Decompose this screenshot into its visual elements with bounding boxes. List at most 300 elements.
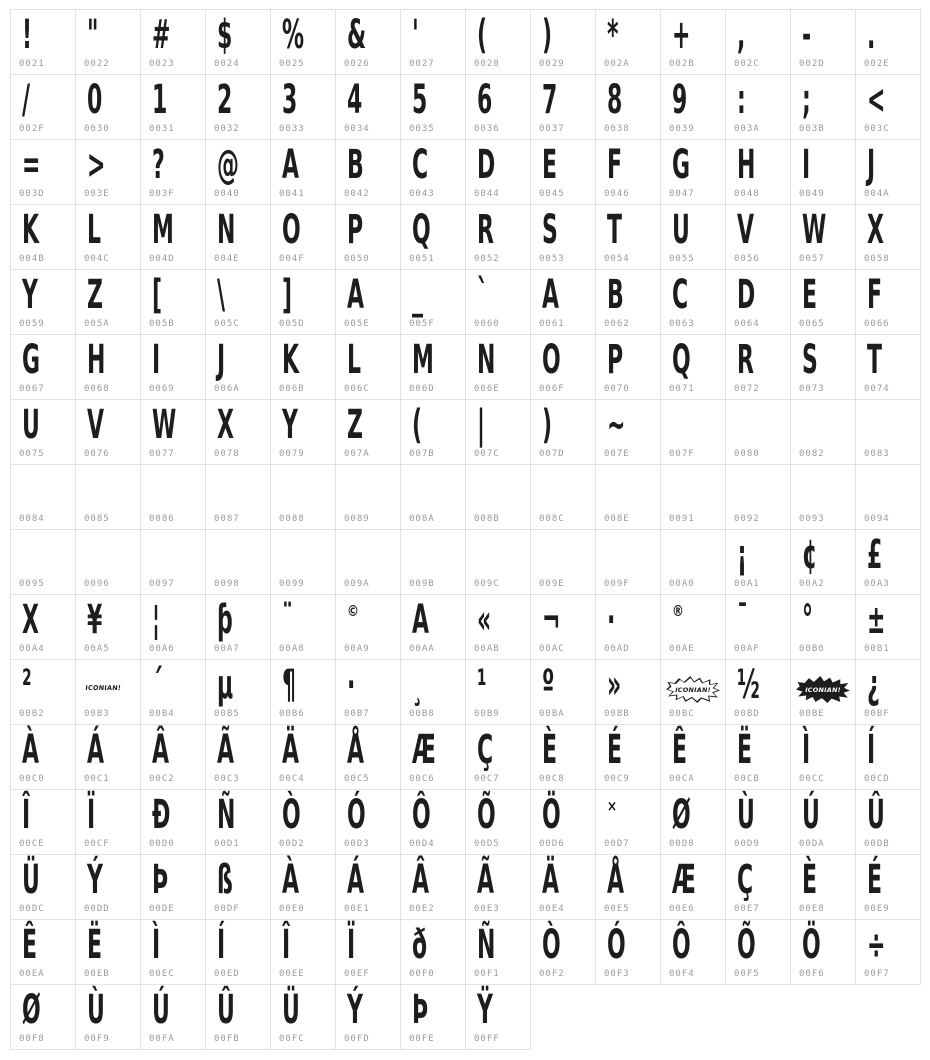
glyph: »: [607, 662, 622, 708]
glyph-cell[interactable]: [791, 790, 856, 855]
glyph-cell[interactable]: [791, 855, 856, 920]
glyph: M: [152, 207, 174, 253]
glyph-cell[interactable]: [661, 335, 726, 400]
codepoint-label: 0078: [214, 449, 240, 459]
codepoint-label: 00CA: [669, 774, 695, 784]
glyph-cell[interactable]: [206, 270, 271, 335]
glyph-cell[interactable]: [531, 855, 596, 920]
glyph-cell[interactable]: [856, 530, 921, 595]
glyph-cell[interactable]: [401, 790, 466, 855]
glyph-cell[interactable]: [531, 920, 596, 985]
glyph-cell[interactable]: [206, 465, 271, 530]
glyph-cell[interactable]: [141, 920, 206, 985]
glyph-cell[interactable]: [661, 465, 726, 530]
glyph: C: [672, 272, 689, 318]
glyph-cell[interactable]: [856, 10, 921, 75]
codepoint-label: 0085: [84, 514, 110, 524]
glyph: Ï: [347, 922, 356, 968]
glyph-cell[interactable]: [791, 400, 856, 465]
glyph-cell[interactable]: [661, 725, 726, 790]
glyph-cell[interactable]: [76, 335, 141, 400]
glyph-cell[interactable]: [141, 530, 206, 595]
codepoint-label: 0044: [474, 189, 500, 199]
glyph-cell[interactable]: [596, 660, 661, 725]
codepoint-label: 009E: [539, 579, 565, 589]
glyph-cell[interactable]: [596, 140, 661, 205]
codepoint-label: 003E: [84, 189, 110, 199]
codepoint-label: 00FF: [474, 1034, 500, 1044]
glyph-cell[interactable]: [726, 790, 791, 855]
glyph-cell[interactable]: [336, 595, 401, 660]
glyph: ¯: [737, 597, 748, 643]
glyph-cell[interactable]: [271, 725, 336, 790]
glyph-cell[interactable]: [791, 335, 856, 400]
glyph-cell[interactable]: [206, 920, 271, 985]
glyph-cell[interactable]: [141, 10, 206, 75]
glyph-cell[interactable]: [271, 465, 336, 530]
codepoint-label: 0073: [799, 384, 825, 394]
glyph-cell[interactable]: [141, 335, 206, 400]
glyph-cell[interactable]: [531, 270, 596, 335]
glyph-cell[interactable]: [856, 660, 921, 725]
glyph-cell[interactable]: [271, 595, 336, 660]
glyph-cell[interactable]: [141, 270, 206, 335]
codepoint-label: 00E3: [474, 904, 500, 914]
glyph: 0: [87, 77, 103, 123]
glyph-cell[interactable]: [11, 75, 76, 140]
glyph-cell[interactable]: [856, 790, 921, 855]
codepoint-label: 00EE: [279, 969, 305, 979]
glyph-cell[interactable]: [141, 400, 206, 465]
glyph-cell[interactable]: [206, 855, 271, 920]
glyph-cell[interactable]: [531, 10, 596, 75]
codepoint-label: 0080: [734, 449, 760, 459]
glyph-cell[interactable]: [76, 205, 141, 270]
glyph-cell[interactable]: [726, 400, 791, 465]
glyph-cell[interactable]: [661, 205, 726, 270]
codepoint-label: 003F: [149, 189, 175, 199]
glyph: Æ: [412, 727, 436, 773]
glyph-cell[interactable]: [466, 140, 531, 205]
glyph-cell[interactable]: [466, 270, 531, 335]
glyph: Ä: [282, 727, 300, 773]
glyph-cell[interactable]: [206, 400, 271, 465]
glyph-cell[interactable]: [791, 270, 856, 335]
glyph-cell[interactable]: [791, 530, 856, 595]
glyph-cell[interactable]: [76, 985, 141, 1050]
glyph-cell[interactable]: [856, 725, 921, 790]
glyph: «: [477, 597, 492, 643]
glyph-cell[interactable]: [726, 595, 791, 660]
glyph: Ø: [22, 987, 41, 1033]
glyph-cell[interactable]: [531, 400, 596, 465]
glyph-cell[interactable]: [271, 205, 336, 270]
glyph-cell[interactable]: [401, 400, 466, 465]
glyph-cell[interactable]: [661, 140, 726, 205]
glyph-cell[interactable]: [596, 10, 661, 75]
glyph-cell[interactable]: [661, 530, 726, 595]
glyph: Ñ: [477, 922, 496, 968]
glyph-cell[interactable]: [466, 335, 531, 400]
glyph-cell[interactable]: [206, 205, 271, 270]
glyph: Ý: [87, 857, 103, 903]
glyph-cell[interactable]: [531, 75, 596, 140]
glyph-cell[interactable]: [856, 205, 921, 270]
glyph-cell[interactable]: [726, 660, 791, 725]
glyph-cell[interactable]: [466, 465, 531, 530]
glyph-cell[interactable]: [336, 855, 401, 920]
glyph: È: [802, 857, 818, 903]
glyph-cell[interactable]: [791, 140, 856, 205]
glyph-cell[interactable]: [466, 10, 531, 75]
glyph-cell[interactable]: [401, 660, 466, 725]
glyph-cell[interactable]: [11, 400, 76, 465]
glyph-cell[interactable]: [76, 920, 141, 985]
glyph-cell[interactable]: [336, 335, 401, 400]
glyph-cell[interactable]: [11, 790, 76, 855]
glyph-cell[interactable]: [206, 335, 271, 400]
glyph-cell[interactable]: [401, 595, 466, 660]
glyph: Î: [22, 792, 31, 838]
burst-label: ICONIAN!: [675, 685, 711, 694]
glyph-cell[interactable]: [141, 725, 206, 790]
glyph-cell[interactable]: [76, 465, 141, 530]
codepoint-label: 00F9: [84, 1034, 110, 1044]
glyph-cell[interactable]: [11, 920, 76, 985]
glyph-cell[interactable]: [856, 595, 921, 660]
codepoint-label: 0055: [669, 254, 695, 264]
glyph-cell[interactable]: [791, 725, 856, 790]
glyph: ]: [282, 272, 293, 318]
glyph-cell[interactable]: [206, 530, 271, 595]
codepoint-label: 004B: [19, 254, 45, 264]
glyph: (: [412, 402, 423, 448]
glyph: $: [217, 12, 233, 58]
glyph-cell[interactable]: [856, 335, 921, 400]
glyph-cell[interactable]: [11, 985, 76, 1050]
glyph-cell[interactable]: [336, 75, 401, 140]
glyph-cell[interactable]: [531, 660, 596, 725]
glyph-cell[interactable]: [596, 595, 661, 660]
glyph-cell[interactable]: [856, 75, 921, 140]
glyph-cell[interactable]: [11, 595, 76, 660]
glyph: B: [607, 272, 624, 318]
glyph-cell[interactable]: [596, 530, 661, 595]
glyph-cell[interactable]: [661, 400, 726, 465]
glyph-cell[interactable]: [271, 855, 336, 920]
glyph-cell[interactable]: [531, 725, 596, 790]
glyph-cell[interactable]: [726, 335, 791, 400]
glyph-cell[interactable]: [206, 10, 271, 75]
glyph-cell[interactable]: [661, 595, 726, 660]
glyph-cell[interactable]: [401, 75, 466, 140]
glyph-cell[interactable]: [726, 140, 791, 205]
glyph: S: [802, 337, 818, 383]
glyph-cell[interactable]: [466, 985, 531, 1050]
glyph-cell[interactable]: [856, 400, 921, 465]
codepoint-label: 00A8: [279, 644, 305, 654]
glyph-cell[interactable]: [401, 465, 466, 530]
glyph-cell[interactable]: [726, 465, 791, 530]
glyph-cell[interactable]: [76, 790, 141, 855]
codepoint-label: 0039: [669, 124, 695, 134]
glyph-cell[interactable]: [11, 530, 76, 595]
glyph-cell[interactable]: [11, 205, 76, 270]
glyph-cell[interactable]: [466, 205, 531, 270]
glyph-cell[interactable]: [206, 140, 271, 205]
codepoint-label: 00B2: [19, 709, 45, 719]
codepoint-label: 00E0: [279, 904, 305, 914]
codepoint-label: 0066: [864, 319, 890, 329]
glyph-cell[interactable]: [76, 855, 141, 920]
glyph-cell[interactable]: [336, 10, 401, 75]
glyph-cell[interactable]: [141, 985, 206, 1050]
glyph-cell[interactable]: [466, 790, 531, 855]
glyph-cell[interactable]: [791, 10, 856, 75]
glyph-cell[interactable]: [141, 595, 206, 660]
glyph-cell[interactable]: [11, 335, 76, 400]
glyph: Ç: [477, 727, 494, 773]
glyph-cell[interactable]: [11, 465, 76, 530]
glyph-cell[interactable]: [466, 660, 531, 725]
glyph-cell[interactable]: [11, 855, 76, 920]
glyph-cell[interactable]: [401, 140, 466, 205]
glyph-cell[interactable]: [401, 985, 466, 1050]
glyph: .: [867, 12, 876, 58]
glyph-cell[interactable]: [401, 270, 466, 335]
glyph-cell[interactable]: [856, 270, 921, 335]
glyph-cell[interactable]: [271, 790, 336, 855]
glyph-cell[interactable]: [336, 790, 401, 855]
glyph-cell[interactable]: [336, 140, 401, 205]
glyph-cell[interactable]: [791, 75, 856, 140]
glyph: ÷: [867, 922, 886, 968]
glyph-cell[interactable]: [466, 75, 531, 140]
codepoint-label: 00D7: [604, 839, 630, 849]
glyph: Ê: [22, 922, 38, 968]
glyph-cell[interactable]: [531, 335, 596, 400]
glyph-cell[interactable]: [726, 530, 791, 595]
glyph-cell[interactable]: [661, 920, 726, 985]
glyph: Õ: [477, 792, 496, 838]
glyph-cell[interactable]: [11, 725, 76, 790]
glyph-cell[interactable]: [271, 75, 336, 140]
glyph-cell[interactable]: [596, 920, 661, 985]
glyph-cell[interactable]: [336, 205, 401, 270]
glyph-cell[interactable]: [466, 595, 531, 660]
glyph-cell[interactable]: [856, 855, 921, 920]
glyph-cell[interactable]: [76, 140, 141, 205]
glyph: G: [672, 142, 691, 188]
glyph-cell[interactable]: [596, 725, 661, 790]
glyph-cell[interactable]: [76, 400, 141, 465]
glyph-cell[interactable]: [466, 920, 531, 985]
glyph-cell[interactable]: [271, 920, 336, 985]
glyph: ¨: [282, 597, 293, 643]
glyph-cell[interactable]: [336, 465, 401, 530]
glyph-cell[interactable]: [76, 10, 141, 75]
glyph-cell[interactable]: [141, 205, 206, 270]
glyph-cell[interactable]: [401, 530, 466, 595]
glyph-cell[interactable]: [531, 465, 596, 530]
glyph-cell[interactable]: [76, 75, 141, 140]
glyph-cell[interactable]: [531, 790, 596, 855]
glyph-cell[interactable]: [596, 75, 661, 140]
glyph-cell[interactable]: [336, 270, 401, 335]
glyph-cell[interactable]: [596, 855, 661, 920]
codepoint-label: 00D8: [669, 839, 695, 849]
glyph: =: [22, 142, 41, 188]
glyph-cell[interactable]: [206, 595, 271, 660]
codepoint-label: 009F: [604, 579, 630, 589]
glyph-cell[interactable]: [336, 660, 401, 725]
glyph-cell[interactable]: [466, 530, 531, 595]
glyph-cell[interactable]: [531, 595, 596, 660]
glyph-cell[interactable]: [596, 400, 661, 465]
glyph-cell[interactable]: [661, 790, 726, 855]
glyph-cell[interactable]: [661, 75, 726, 140]
glyph-cell[interactable]: [141, 790, 206, 855]
glyph-cell[interactable]: [271, 985, 336, 1050]
glyph: F: [867, 272, 883, 318]
glyph-cell[interactable]: [401, 725, 466, 790]
glyph-cell[interactable]: [336, 530, 401, 595]
glyph-cell[interactable]: [271, 10, 336, 75]
glyph-cell[interactable]: [141, 855, 206, 920]
glyph-cell[interactable]: [661, 270, 726, 335]
codepoint-label: 0075: [19, 449, 45, 459]
glyph-cell[interactable]: [141, 465, 206, 530]
glyph: *: [607, 12, 619, 58]
glyph-cell[interactable]: [661, 855, 726, 920]
glyph-cell[interactable]: [856, 465, 921, 530]
glyph-cell[interactable]: [466, 725, 531, 790]
codepoint-label: 0058: [864, 254, 890, 264]
glyph: Z: [87, 272, 103, 318]
glyph-cell[interactable]: [271, 270, 336, 335]
glyph-cell[interactable]: [401, 855, 466, 920]
glyph-cell[interactable]: [661, 660, 726, 725]
codepoint-label: 00EA: [19, 969, 45, 979]
glyph-cell[interactable]: [401, 920, 466, 985]
glyph: Á: [87, 727, 105, 773]
glyph-cell[interactable]: [76, 530, 141, 595]
glyph-cell[interactable]: [336, 400, 401, 465]
glyph: À: [22, 727, 40, 773]
glyph-cell[interactable]: [726, 855, 791, 920]
glyph-cell[interactable]: [661, 10, 726, 75]
glyph-cell[interactable]: [791, 205, 856, 270]
glyph-cell[interactable]: [271, 400, 336, 465]
glyph-cell[interactable]: [401, 335, 466, 400]
glyph: ×: [607, 797, 618, 815]
codepoint-label: 0086: [149, 514, 175, 524]
glyph-cell[interactable]: [596, 205, 661, 270]
glyph-cell[interactable]: [726, 920, 791, 985]
codepoint-label: 004E: [214, 254, 240, 264]
glyph-cell[interactable]: [206, 725, 271, 790]
codepoint-label: 00C9: [604, 774, 630, 784]
glyph-cell[interactable]: [856, 920, 921, 985]
glyph-cell[interactable]: [206, 660, 271, 725]
codepoint-label: 002E: [864, 59, 890, 69]
glyph-cell[interactable]: [726, 270, 791, 335]
glyph-cell[interactable]: [206, 75, 271, 140]
codepoint-label: 0036: [474, 124, 500, 134]
glyph-cell[interactable]: [466, 855, 531, 920]
glyph-cell[interactable]: [531, 530, 596, 595]
glyph-cell[interactable]: [856, 140, 921, 205]
codepoint-label: 00FD: [344, 1034, 370, 1044]
codepoint-label: 00AA: [409, 644, 435, 654]
glyph-cell[interactable]: [596, 270, 661, 335]
glyph: Ô: [672, 922, 691, 968]
glyph-cell[interactable]: [206, 790, 271, 855]
glyph-cell[interactable]: [531, 140, 596, 205]
glyph: 1: [152, 77, 168, 123]
glyph-cell[interactable]: [271, 335, 336, 400]
glyph-cell[interactable]: [336, 985, 401, 1050]
glyph-cell[interactable]: [11, 10, 76, 75]
glyph: Ô: [412, 792, 431, 838]
glyph: ¥: [87, 597, 103, 643]
glyph-cell[interactable]: [11, 140, 76, 205]
glyph-cell[interactable]: [141, 140, 206, 205]
glyph-cell[interactable]: [401, 10, 466, 75]
glyph-cell[interactable]: [271, 530, 336, 595]
codepoint-label: 0032: [214, 124, 240, 134]
glyph-cell[interactable]: [401, 205, 466, 270]
codepoint-label: 00BF: [864, 709, 890, 719]
glyph-cell[interactable]: [11, 660, 76, 725]
glyph-cell[interactable]: [726, 75, 791, 140]
glyph-cell[interactable]: [76, 660, 141, 725]
glyph-cell[interactable]: [791, 465, 856, 530]
glyph-cell[interactable]: [596, 465, 661, 530]
glyph-cell[interactable]: [76, 595, 141, 660]
glyph: Õ: [737, 922, 756, 968]
iconian-burst-icon: [666, 676, 720, 703]
codepoint-label: 008B: [474, 514, 500, 524]
glyph-cell[interactable]: [76, 270, 141, 335]
glyph-cell[interactable]: [271, 660, 336, 725]
glyph-cell[interactable]: [726, 10, 791, 75]
glyph-cell[interactable]: [336, 725, 401, 790]
codepoint-label: 005A: [84, 319, 110, 329]
glyph-cell[interactable]: [596, 335, 661, 400]
glyph-cell[interactable]: [11, 270, 76, 335]
glyph-cell[interactable]: [141, 75, 206, 140]
glyph-cell[interactable]: [466, 400, 531, 465]
glyph-cell[interactable]: [141, 660, 206, 725]
glyph-cell[interactable]: [531, 205, 596, 270]
glyph-cell[interactable]: [596, 790, 661, 855]
glyph: Ë: [737, 727, 753, 773]
glyph: K: [282, 337, 300, 383]
codepoint-label: 0089: [344, 514, 370, 524]
glyph: ß: [217, 857, 233, 903]
glyph-cell[interactable]: [206, 985, 271, 1050]
glyph-cell[interactable]: [726, 205, 791, 270]
glyph-cell[interactable]: [791, 595, 856, 660]
glyph-cell[interactable]: [76, 725, 141, 790]
codepoint-label: 00E2: [409, 904, 435, 914]
glyph-cell[interactable]: [336, 920, 401, 985]
glyph-cell[interactable]: [271, 140, 336, 205]
glyph-cell[interactable]: [726, 725, 791, 790]
glyph-cell[interactable]: [791, 920, 856, 985]
glyph-cell[interactable]: [791, 660, 856, 725]
